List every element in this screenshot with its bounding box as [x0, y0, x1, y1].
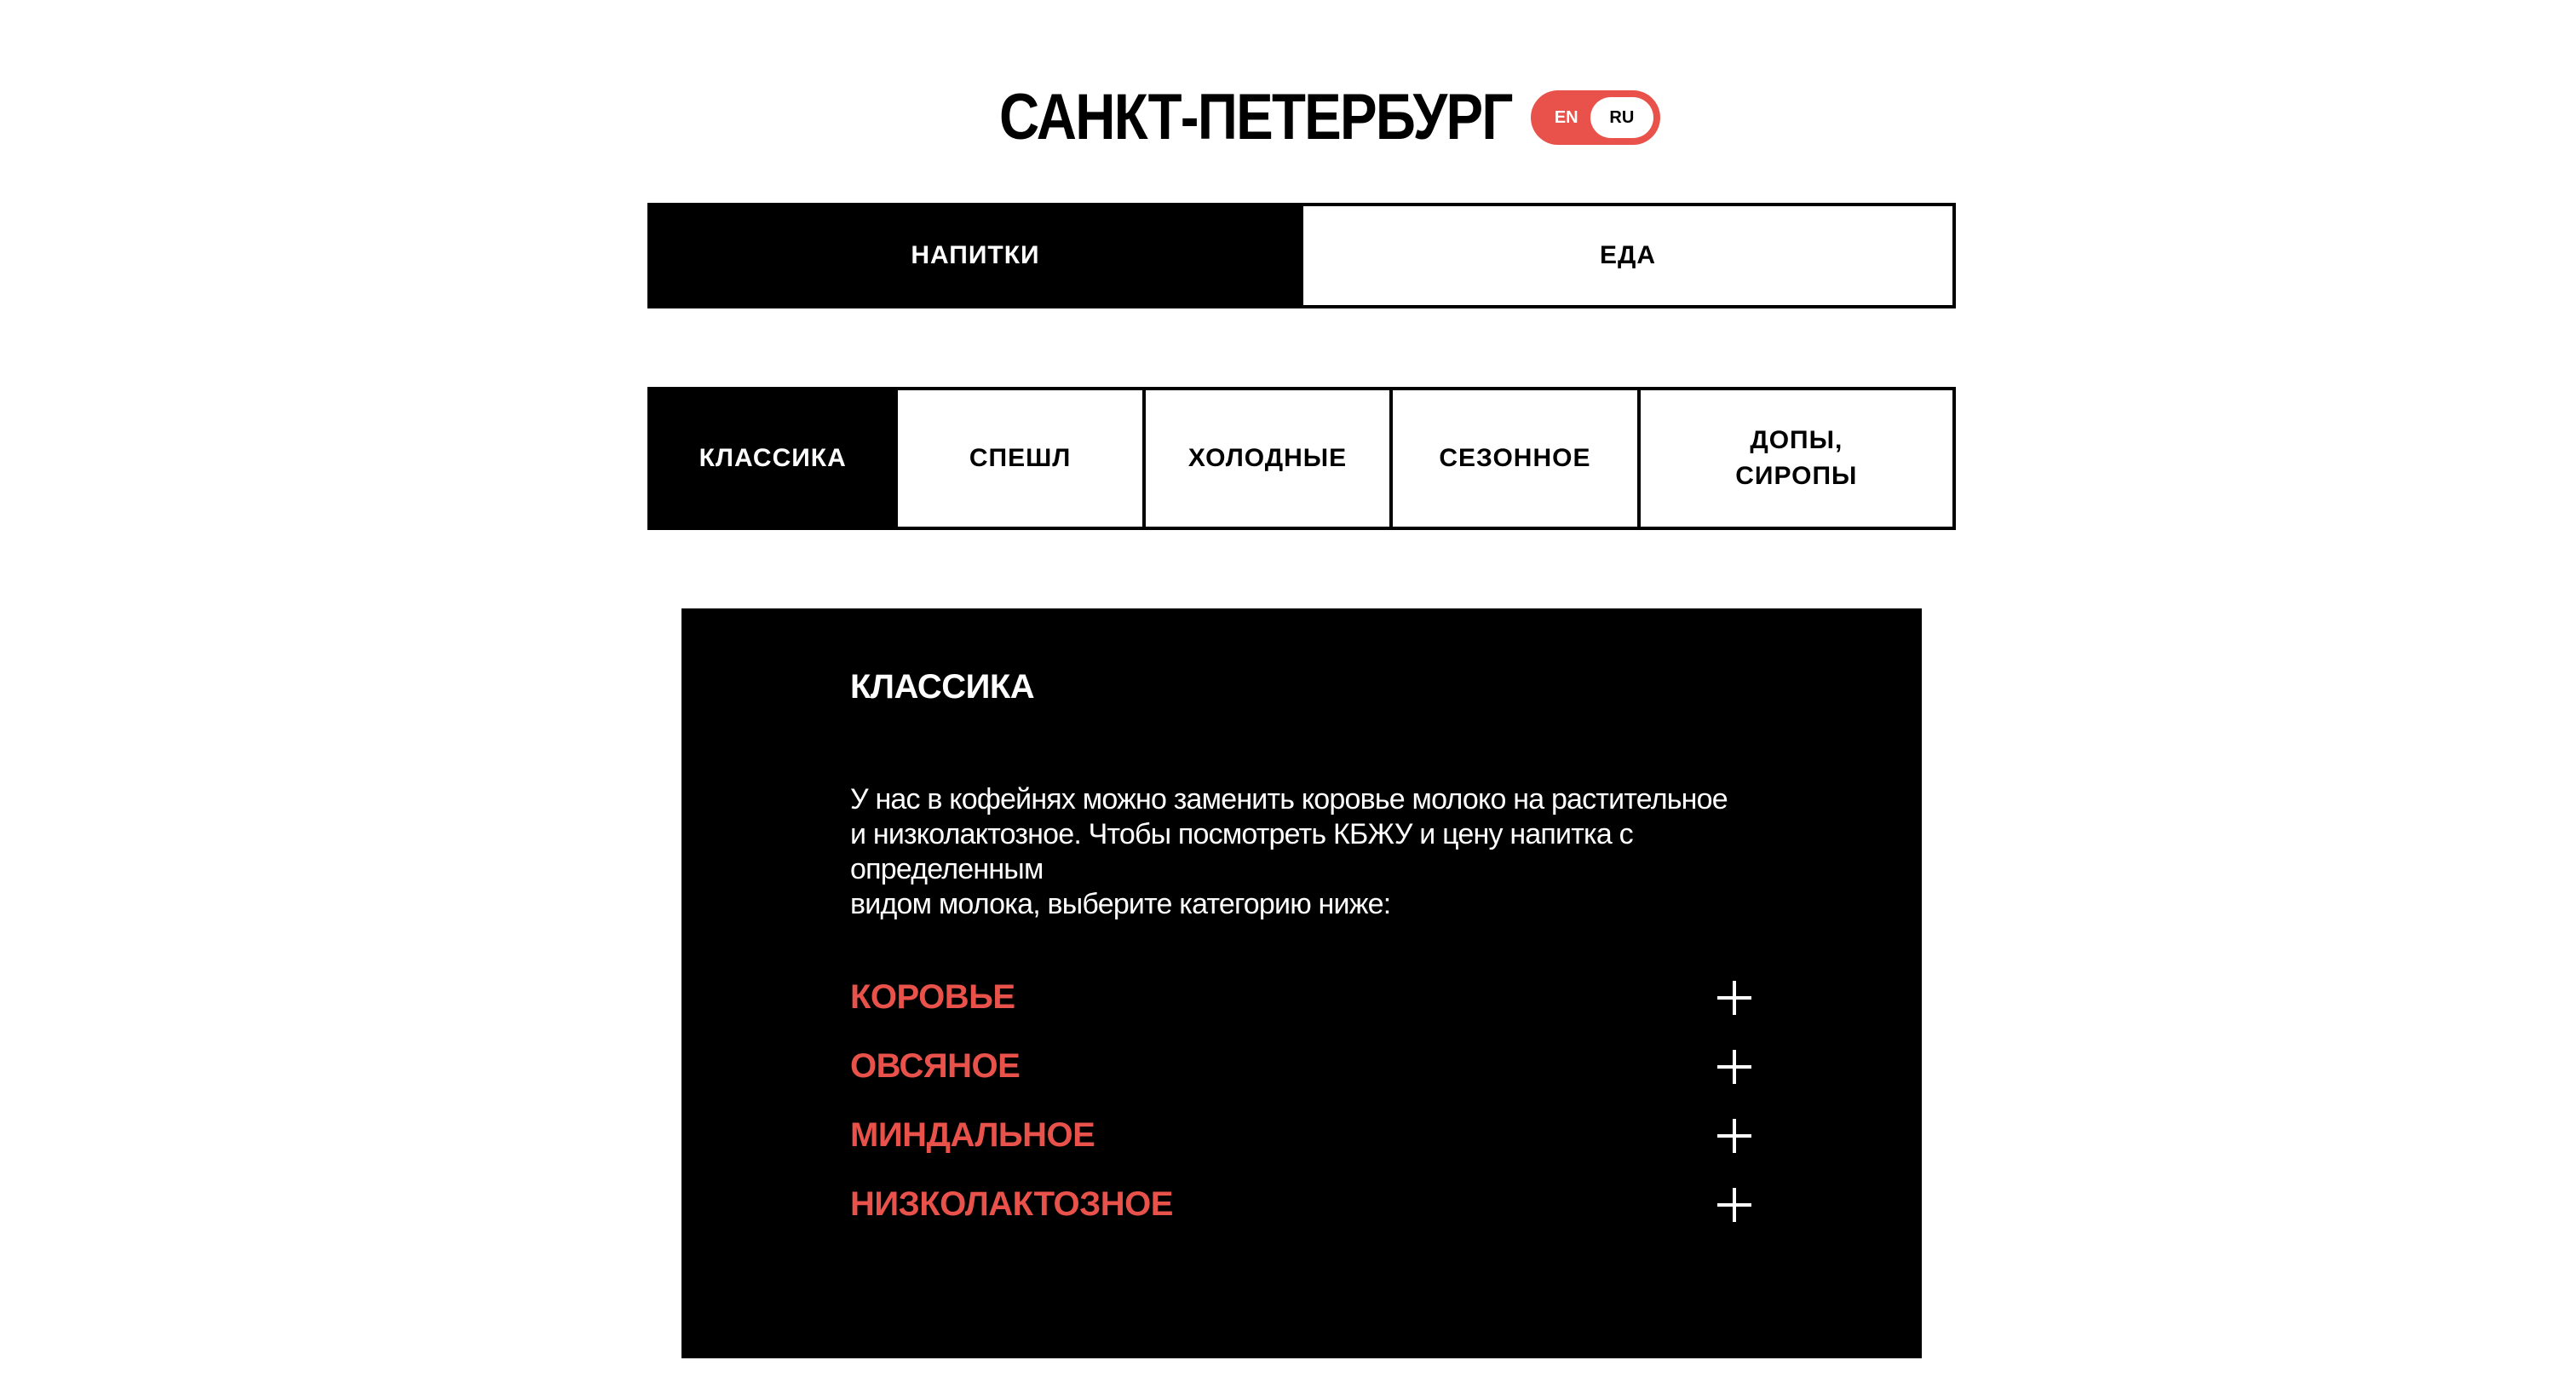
- plus-icon[interactable]: [1717, 1188, 1751, 1222]
- plus-icon[interactable]: [1717, 981, 1751, 1015]
- category-tab-seasonal[interactable]: СЕЗОННОЕ: [1389, 390, 1636, 527]
- milk-option-label: МИНДАЛЬНОЕ: [850, 1116, 1095, 1154]
- category-tab-extras-syrups[interactable]: ДОПЫ, СИРОПЫ: [1637, 390, 1952, 527]
- plus-icon[interactable]: [1717, 1119, 1751, 1153]
- category-tab-cold[interactable]: ХОЛОДНЫЕ: [1142, 390, 1389, 527]
- city-title[interactable]: САНКТ-ПЕТЕРБУРГ: [999, 81, 1512, 153]
- tab-food[interactable]: ЕДА: [1300, 206, 1952, 305]
- main-tabs: [647, 203, 1956, 308]
- category-tabs: [647, 387, 1956, 530]
- description-line: и низколактозное. Чтобы посмотреть КБЖУ и цену напитка с определенным: [850, 818, 1633, 885]
- language-toggle[interactable]: [1531, 90, 1660, 145]
- content-panel: [681, 608, 1922, 1358]
- lang-option-ru-selected[interactable]: RU: [1590, 97, 1653, 138]
- milk-option-oat[interactable]: [850, 1032, 1753, 1101]
- panel-description: [850, 782, 1787, 922]
- header: [0, 81, 2576, 153]
- description-line: видом молока, выберите категорию ниже:: [850, 888, 1391, 920]
- milk-option-label: НИЗКОЛАКТОЗНОЕ: [850, 1185, 1173, 1223]
- category-tab-classic[interactable]: КЛАССИКА: [651, 390, 894, 527]
- plus-icon[interactable]: [1717, 1050, 1751, 1084]
- milk-option-almond[interactable]: [850, 1101, 1753, 1170]
- tab-drinks[interactable]: НАПИТКИ: [651, 206, 1300, 305]
- description-line: У нас в кофейнях можно заменить коровье молоко на растительное: [850, 783, 1728, 816]
- milk-options-list: [850, 963, 1753, 1239]
- panel-title: КЛАССИКА: [850, 668, 1035, 706]
- milk-option-label: КОРОВЬЕ: [850, 978, 1015, 1016]
- category-tab-special[interactable]: СПЕШЛ: [894, 390, 1141, 527]
- lang-option-en[interactable]: EN: [1554, 108, 1578, 127]
- milk-option-lactose-free[interactable]: [850, 1170, 1753, 1239]
- milk-option-cow[interactable]: [850, 963, 1753, 1032]
- milk-option-label: ОВСЯНОЕ: [850, 1047, 1021, 1085]
